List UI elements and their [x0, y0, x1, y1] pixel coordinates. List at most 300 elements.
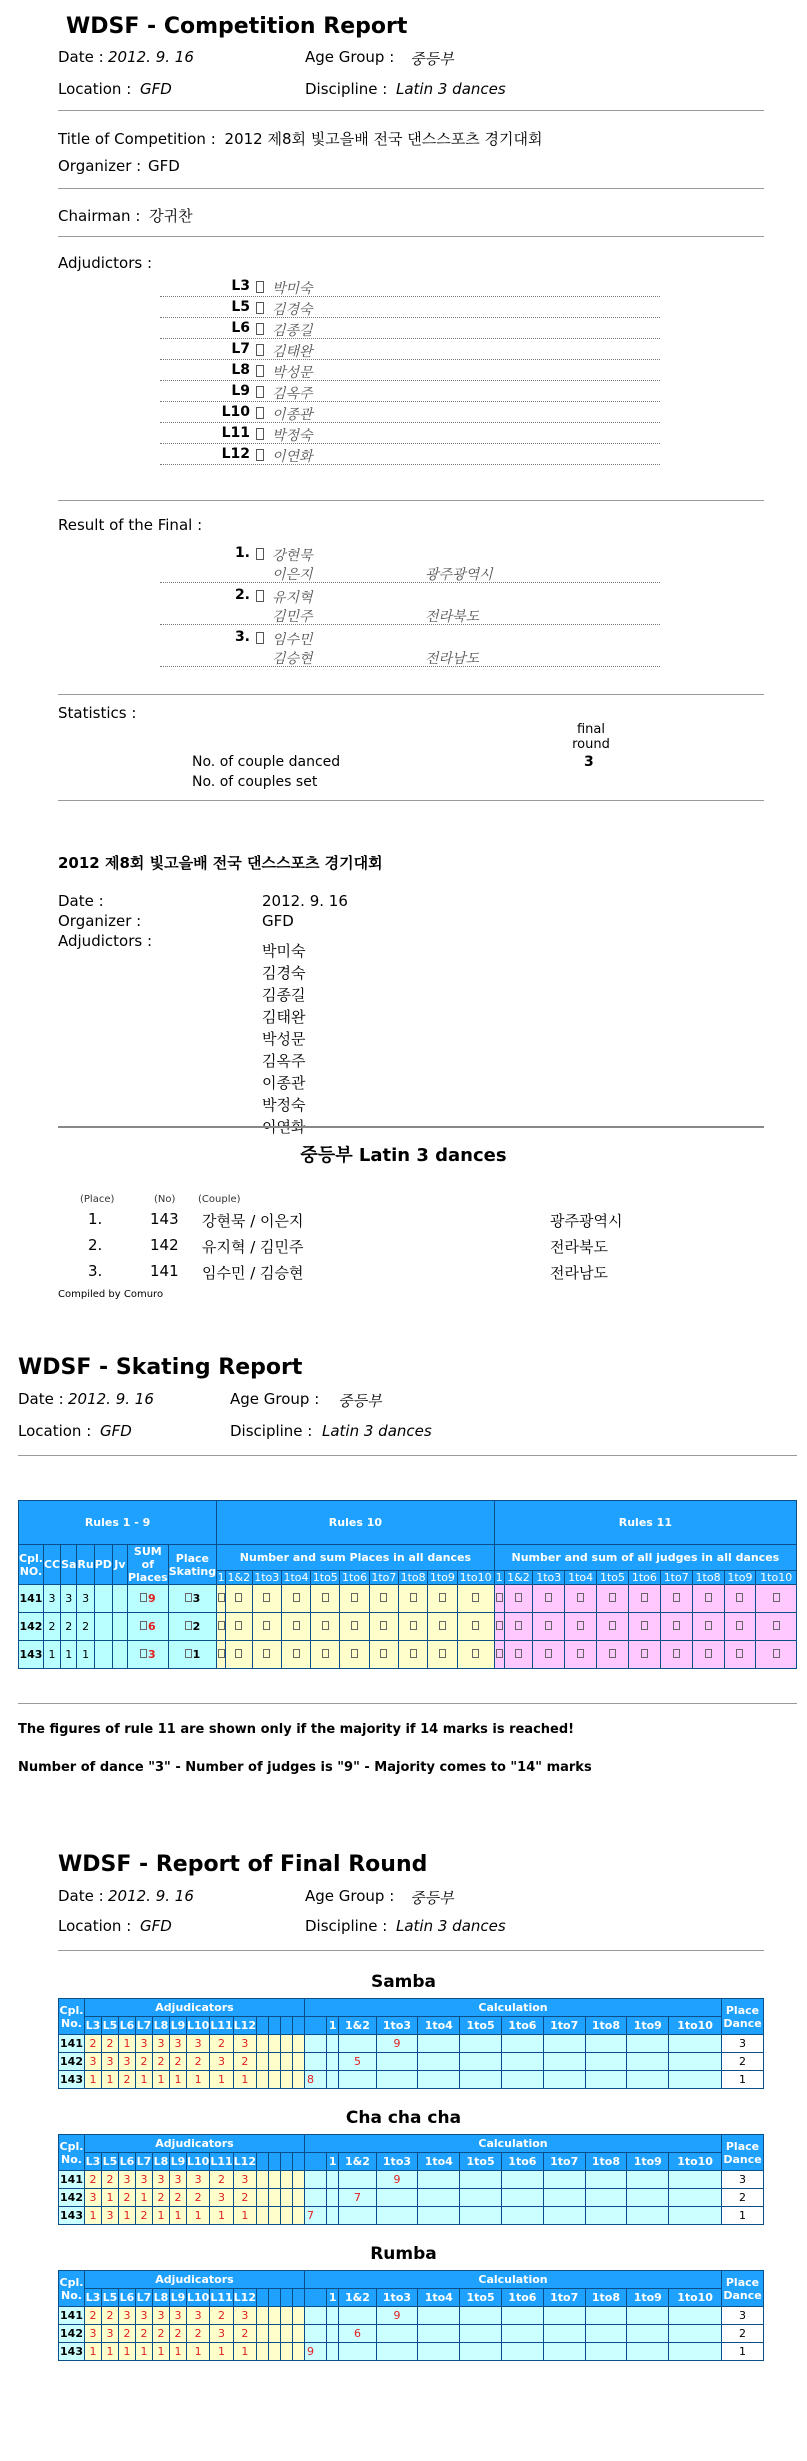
calc-cell: [460, 2071, 502, 2089]
checkbox-glyph-icon: [256, 365, 264, 377]
judge-mark-empty: [268, 2207, 280, 2225]
judge-mark: 1: [170, 2343, 187, 2361]
summary-adjudicator-name: 박미숙: [262, 942, 306, 960]
calc-col-header: 1to8: [585, 2153, 627, 2171]
checkbox-glyph-icon: [256, 344, 264, 356]
dance-table-wrap: [58, 2134, 764, 2225]
missing-glyph-icon: [705, 1649, 712, 1658]
calc-cell: [627, 2307, 669, 2325]
missing-glyph-icon: [496, 1621, 503, 1630]
skating-note-1: The figures of rule 11 are shown only if the majority if 14 marks is reached!: [18, 1722, 575, 1737]
location-value: GFD: [140, 80, 172, 98]
rules-10-subheader: Number and sum Places in all dances: [217, 1545, 495, 1571]
judge-mark: 2: [233, 2189, 256, 2207]
place-dance: 3: [722, 2035, 764, 2053]
calc-cell: [585, 2325, 627, 2343]
divider: [18, 1703, 797, 1704]
result-region: 전라북도: [425, 609, 480, 625]
judge-col-header: L11: [210, 2017, 233, 2035]
judge-mark: 1: [85, 2343, 102, 2361]
dance-row: [59, 2071, 764, 2089]
couples-danced-value: 3: [584, 754, 594, 770]
judge-mark-empty: [292, 2171, 304, 2189]
adjudicator-code: L7: [231, 341, 250, 357]
judge-mark: 1: [119, 2207, 136, 2225]
missing-glyph-icon: [185, 1649, 192, 1658]
calc-col-header: 1to6: [501, 2017, 543, 2035]
missing-glyph-icon: [641, 1649, 648, 1658]
calc-col-header-empty: [304, 2153, 326, 2171]
place-value: 1: [192, 1648, 201, 1661]
calc-col-header: 1to10: [669, 2289, 722, 2307]
divider: [58, 1126, 764, 1128]
summary-result-place: 3.: [88, 1262, 103, 1280]
rule11-cell: [692, 1613, 724, 1641]
result-place: 3.: [234, 629, 250, 645]
cpl-no: 142: [59, 2053, 85, 2071]
result-man: 유지혁: [272, 590, 313, 606]
missing-glyph-icon: [773, 1593, 780, 1602]
judge-mark: 3: [119, 2307, 136, 2325]
calc-cell: [326, 2207, 338, 2225]
rule10-cell: [369, 1641, 398, 1669]
rule11-cell: [628, 1585, 660, 1613]
dance-place-pd: [94, 1641, 112, 1669]
rule11-cell: [628, 1641, 660, 1669]
result-region: 광주광역시: [425, 567, 493, 583]
rule11-cell: [756, 1613, 797, 1641]
rule10-cell: [457, 1585, 494, 1613]
adjudicator-code: L11: [221, 425, 250, 441]
sub-col-header: 1to7: [369, 1571, 398, 1585]
date-label: Date :: [58, 48, 104, 66]
sum-of-places: [127, 1641, 168, 1669]
judge-mark-empty: [292, 2207, 304, 2225]
judge-col-header: L10: [187, 2017, 210, 2035]
result-man: 강현묵: [272, 548, 313, 564]
summary-adjudicator-name: 김옥주: [262, 1052, 306, 1070]
judge-mark: 3: [119, 2053, 136, 2071]
judge-mark: 2: [85, 2035, 102, 2053]
calc-cell: [585, 2207, 627, 2225]
calc-cell: [669, 2325, 722, 2343]
judge-mark: 3: [233, 2307, 256, 2325]
missing-glyph-icon: [472, 1649, 479, 1658]
calc-cell: [585, 2307, 627, 2325]
dance-table-wrap: [58, 1998, 764, 2089]
judge-mark: 2: [170, 2325, 187, 2343]
dance-row: [59, 2325, 764, 2343]
missing-glyph-icon: [545, 1593, 552, 1602]
missing-glyph-icon: [472, 1621, 479, 1630]
summary-date-label: Date :: [58, 892, 104, 910]
summary-result-couple: 유지혁 / 김민주: [202, 1238, 304, 1256]
judge-col-header-empty: [292, 2289, 304, 2307]
judge-mark: 2: [136, 2207, 153, 2225]
skating-row: [19, 1613, 797, 1641]
judge-col-header-empty: [292, 2017, 304, 2035]
checkbox-glyph-icon: [256, 428, 264, 440]
judge-mark: 3: [85, 2053, 102, 2071]
missing-glyph-icon: [673, 1593, 680, 1602]
competition-title-row: [58, 128, 542, 149]
calc-pre: [304, 2035, 326, 2053]
sum-of-places: [127, 1585, 168, 1613]
final-discipline-value: Latin 3 dances: [396, 1917, 506, 1935]
calc-col-header: 1to4: [418, 2017, 460, 2035]
place-dance: 2: [722, 2325, 764, 2343]
judge-mark: 2: [136, 2325, 153, 2343]
place-value: 2: [192, 1620, 201, 1633]
calc-col-header: 1to10: [669, 2153, 722, 2171]
rules-10-header: Rules 10: [217, 1501, 495, 1545]
judge-mark: 3: [136, 2035, 153, 2053]
adjudicator-name: 박미숙: [272, 281, 313, 297]
judge-mark-empty: [292, 2343, 304, 2361]
judge-mark: 3: [187, 2035, 210, 2053]
judge-mark: 2: [136, 2053, 153, 2071]
cpl-no: 142: [59, 2189, 85, 2207]
missing-glyph-icon: [380, 1593, 387, 1602]
calc-cell: [627, 2035, 669, 2053]
rule10-cell: [399, 1613, 428, 1641]
judge-mark: 1: [170, 2207, 187, 2225]
adjudicator-name: 김태완: [272, 344, 313, 360]
judge-mark: 3: [102, 2207, 119, 2225]
calc-col-header: 1&2: [339, 2017, 376, 2035]
dance-row: [59, 2053, 764, 2071]
judge-mark-empty: [280, 2071, 292, 2089]
missing-glyph-icon: [545, 1621, 552, 1630]
rule10-cell: [428, 1585, 457, 1613]
couples-danced-label: No. of couple danced: [192, 754, 341, 770]
judge-mark: 3: [233, 2171, 256, 2189]
skating-table: [18, 1500, 797, 1669]
adjudicator-name: 박성문: [272, 365, 313, 381]
judge-mark: 2: [119, 2189, 136, 2207]
calc-cell: [669, 2171, 722, 2189]
rule11-cell: [533, 1613, 565, 1641]
calc-cell: [501, 2071, 543, 2089]
calc-cell: [501, 2325, 543, 2343]
rule10-cell: [217, 1641, 226, 1669]
calc-cell: [585, 2343, 627, 2361]
skating-age-label: Age Group :: [230, 1390, 320, 1408]
judge-mark: 1: [136, 2071, 153, 2089]
judge-mark: 1: [233, 2207, 256, 2225]
missing-glyph-icon: [736, 1593, 743, 1602]
missing-glyph-icon: [736, 1621, 743, 1630]
rule11-cell: [533, 1641, 565, 1669]
checkbox-glyph-icon: [256, 590, 264, 602]
calc-cell: [418, 2307, 460, 2325]
cpl-no: 141: [59, 2171, 85, 2189]
calc-cell: [418, 2053, 460, 2071]
place-dance-header: Place Dance: [722, 2135, 764, 2171]
rule11-cell: [756, 1585, 797, 1613]
rule10-cell: [311, 1641, 340, 1669]
calc-cell: [669, 2343, 722, 2361]
organizer-row: [58, 157, 180, 175]
result-row-partner: [160, 564, 660, 583]
judge-mark: 1: [102, 2343, 119, 2361]
calc-cell: [585, 2053, 627, 2071]
divider: [58, 1950, 764, 1951]
calc-cell: [418, 2189, 460, 2207]
discipline-label: Discipline :: [305, 80, 388, 98]
rule10-cell: [311, 1613, 340, 1641]
dance-place-cc: 3: [43, 1585, 60, 1613]
judge-mark: 1: [153, 2071, 170, 2089]
judge-mark-empty: [256, 2035, 268, 2053]
calc-cell: [669, 2035, 722, 2053]
result-row-partner: [160, 606, 660, 625]
calculation-header: Calculation: [304, 2271, 721, 2289]
missing-glyph-icon: [140, 1593, 147, 1602]
skating-age-value: 중등부: [338, 1392, 382, 1410]
judge-col-header: L6: [119, 2289, 136, 2307]
calc-col-header: 1to3: [376, 2017, 418, 2035]
summary-title: 2012 제8회 빛고을배 전국 댄스스포츠 경기대회: [58, 854, 383, 872]
calc-cell: [501, 2307, 543, 2325]
adjudicator-code: L9: [231, 383, 250, 399]
sum-value: 6: [148, 1620, 156, 1633]
place-skating: [168, 1585, 216, 1613]
judge-mark: 1: [187, 2207, 210, 2225]
summary-adjudicator-name: 박성문: [262, 1030, 306, 1048]
result-region: 전라남도: [425, 651, 480, 667]
location-label: Location :: [58, 80, 132, 98]
adjudicator-code: L12: [221, 446, 250, 462]
divider: [58, 236, 764, 237]
judge-mark-empty: [268, 2343, 280, 2361]
rule11-cell: [597, 1585, 629, 1613]
cpl-no: 142: [19, 1613, 44, 1641]
dance-place-pd: [94, 1613, 112, 1641]
calc-cell: [669, 2307, 722, 2325]
place-value: 3: [192, 1592, 201, 1605]
judge-mark-empty: [268, 2325, 280, 2343]
missing-glyph-icon: [351, 1649, 358, 1658]
calc-cell: [376, 2325, 418, 2343]
rule10-cell: [252, 1613, 281, 1641]
missing-glyph-icon: [322, 1621, 329, 1630]
rules-11-subheader: Number and sum of all judges in all dances: [494, 1545, 796, 1571]
judge-col-header-empty: [256, 2153, 268, 2171]
judge-mark-empty: [256, 2207, 268, 2225]
calc-cell: [376, 2189, 418, 2207]
judge-col-header: L7: [136, 2017, 153, 2035]
chairman-value: 강귀찬: [149, 207, 193, 225]
missing-glyph-icon: [235, 1621, 242, 1630]
judge-mark: 1: [136, 2343, 153, 2361]
missing-glyph-icon: [185, 1621, 192, 1630]
dance-header-row: [59, 1999, 764, 2017]
organizer-label: Organizer :: [58, 157, 142, 175]
result-place: 1.: [234, 545, 250, 561]
judge-mark: 2: [210, 2307, 233, 2325]
missing-glyph-icon: [410, 1593, 417, 1602]
calc-col-header: 1to8: [585, 2017, 627, 2035]
rule10-cell: [428, 1613, 457, 1641]
dance-header-row: [59, 2135, 764, 2153]
adjudicator-row: [160, 341, 660, 360]
couple-col-header: (Couple): [198, 1194, 241, 1205]
calc-cell: [627, 2053, 669, 2071]
judge-mark-empty: [268, 2307, 280, 2325]
dance-place-cc: 2: [43, 1613, 60, 1641]
judge-mark: 2: [187, 2189, 210, 2207]
summary-result-place: 1.: [88, 1210, 103, 1228]
rule11-cell: [494, 1613, 504, 1641]
age-group-value: 중등부: [410, 50, 454, 68]
calc-cell: [627, 2207, 669, 2225]
judge-mark: 3: [170, 2171, 187, 2189]
dance-header-row: [59, 2271, 764, 2289]
summary-adjudicators-label: Adjudictors :: [58, 932, 152, 950]
calc-cell: [460, 2343, 502, 2361]
judge-col-header: L12: [233, 2289, 256, 2307]
judge-mark: 3: [102, 2053, 119, 2071]
judge-col-header: L5: [102, 2017, 119, 2035]
sum-value: 3: [148, 1648, 156, 1661]
rule11-cell: [660, 1641, 692, 1669]
adjudicator-row: [160, 362, 660, 381]
missing-glyph-icon: [322, 1649, 329, 1658]
adjudicators-header: Adjudicators: [85, 2271, 305, 2289]
calc-pre: [304, 2053, 326, 2071]
final-report-title: WDSF - Report of Final Round: [58, 1852, 428, 1877]
rule10-cell: [252, 1641, 281, 1669]
result-place: 2.: [234, 587, 250, 603]
judge-mark-empty: [292, 2053, 304, 2071]
calc-cell: [543, 2207, 585, 2225]
missing-glyph-icon: [140, 1649, 147, 1658]
organizer-value: GFD: [147, 157, 180, 175]
judge-col-header: L12: [233, 2153, 256, 2171]
rule11-cell: [756, 1641, 797, 1669]
calc-cell: [501, 2189, 543, 2207]
judge-col-header: L9: [170, 2289, 187, 2307]
skating-note-2: Number of dance "3" - Number of judges is "9" - Majority comes to "14" marks: [18, 1760, 592, 1775]
checkbox-glyph-icon: [256, 632, 264, 644]
judge-mark: 3: [210, 2053, 233, 2071]
judge-mark-empty: [268, 2053, 280, 2071]
cpl-no: 141: [19, 1585, 44, 1613]
judge-mark: 1: [119, 2343, 136, 2361]
calc-cell: [627, 2325, 669, 2343]
calc-cell: [543, 2325, 585, 2343]
summary-result-no: 142: [150, 1236, 179, 1254]
sub-col-header: 1: [217, 1571, 225, 1584]
calc-cell: [418, 2171, 460, 2189]
judge-mark-empty: [292, 2307, 304, 2325]
missing-glyph-icon: [218, 1649, 225, 1658]
dance-place-jv: [112, 1585, 127, 1613]
judge-mark: 2: [210, 2171, 233, 2189]
place-skating-header: Place Skating: [168, 1545, 216, 1585]
sub-col-header: 1to9: [724, 1571, 756, 1585]
judge-mark-empty: [280, 2035, 292, 2053]
competition-title-value: 2012 제8회 빛고을배 전국 댄스스포츠 경기대회: [224, 130, 543, 148]
calc-cell: [460, 2325, 502, 2343]
calc-col-header: 1to3: [376, 2289, 418, 2307]
sum-of-places: [127, 1613, 168, 1641]
judge-mark: 1: [85, 2207, 102, 2225]
summary-result-region: 전라남도: [550, 1264, 608, 1282]
calc-col-header: 1&2: [339, 2289, 376, 2307]
calc-cell: [339, 2307, 376, 2325]
rule11-cell: [565, 1641, 597, 1669]
judge-mark: 1: [102, 2189, 119, 2207]
calc-col-header: 1to8: [585, 2289, 627, 2307]
calc-cell: [326, 2071, 338, 2089]
summary-adjudicator-name: 김경숙: [262, 964, 306, 982]
missing-glyph-icon: [515, 1649, 522, 1658]
rule10-cell: [457, 1613, 494, 1641]
judge-mark: 3: [210, 2325, 233, 2343]
judge-col-header: L7: [136, 2289, 153, 2307]
adjudicator-name: 김옥주: [272, 386, 313, 402]
final-age-label: Age Group :: [305, 1887, 395, 1905]
dance-table-wrap: [58, 2270, 764, 2361]
place-skating: [168, 1641, 216, 1669]
calc-col-header: 1to9: [627, 2153, 669, 2171]
judge-col-header-empty: [256, 2017, 268, 2035]
calc-cell: [326, 2053, 338, 2071]
calc-cell: [460, 2035, 502, 2053]
calc-cell: [460, 2207, 502, 2225]
cpl-no-header: Cpl. No.: [59, 2135, 85, 2171]
dance-col-header: Sa: [61, 1545, 77, 1585]
rule10-cell: [340, 1641, 369, 1669]
summary-adjudicator-name: 이종관: [262, 1074, 306, 1092]
compiled-by: Compiled by Comuro: [58, 1289, 164, 1300]
dance-place-ru: 1: [77, 1641, 94, 1669]
missing-glyph-icon: [705, 1621, 712, 1630]
calc-pre: 9: [304, 2343, 326, 2361]
judge-mark-empty: [280, 2171, 292, 2189]
missing-glyph-icon: [609, 1649, 616, 1658]
checkbox-glyph-icon: [256, 407, 264, 419]
judge-mark-empty: [268, 2035, 280, 2053]
summary-adjudicator-name: 박정숙: [262, 1096, 306, 1114]
calc-cell: [460, 2307, 502, 2325]
missing-glyph-icon: [545, 1649, 552, 1658]
judge-mark-empty: [256, 2343, 268, 2361]
dance-place-ru: 2: [77, 1613, 94, 1641]
dance-title: Rumba: [370, 2244, 437, 2264]
judge-col-header: L7: [136, 2153, 153, 2171]
cpl-no: 143: [59, 2343, 85, 2361]
sub-col-header: 1&2: [227, 1571, 251, 1584]
calc-col-header: 1to7: [543, 2289, 585, 2307]
judge-mark: 3: [119, 2171, 136, 2189]
divider: [58, 110, 764, 111]
rule10-cell: [281, 1585, 310, 1613]
judge-col-header: L9: [170, 2153, 187, 2171]
dance-place-pd: [94, 1585, 112, 1613]
date-value: 2012. 9. 16: [108, 48, 194, 66]
rule11-cell: [692, 1585, 724, 1613]
missing-glyph-icon: [380, 1621, 387, 1630]
dance-place-jv: [112, 1641, 127, 1669]
judge-mark: 1: [136, 2189, 153, 2207]
missing-glyph-icon: [609, 1621, 616, 1630]
rule10-cell: [226, 1613, 253, 1641]
judge-mark: 2: [153, 2189, 170, 2207]
calc-cell: [339, 2207, 376, 2225]
